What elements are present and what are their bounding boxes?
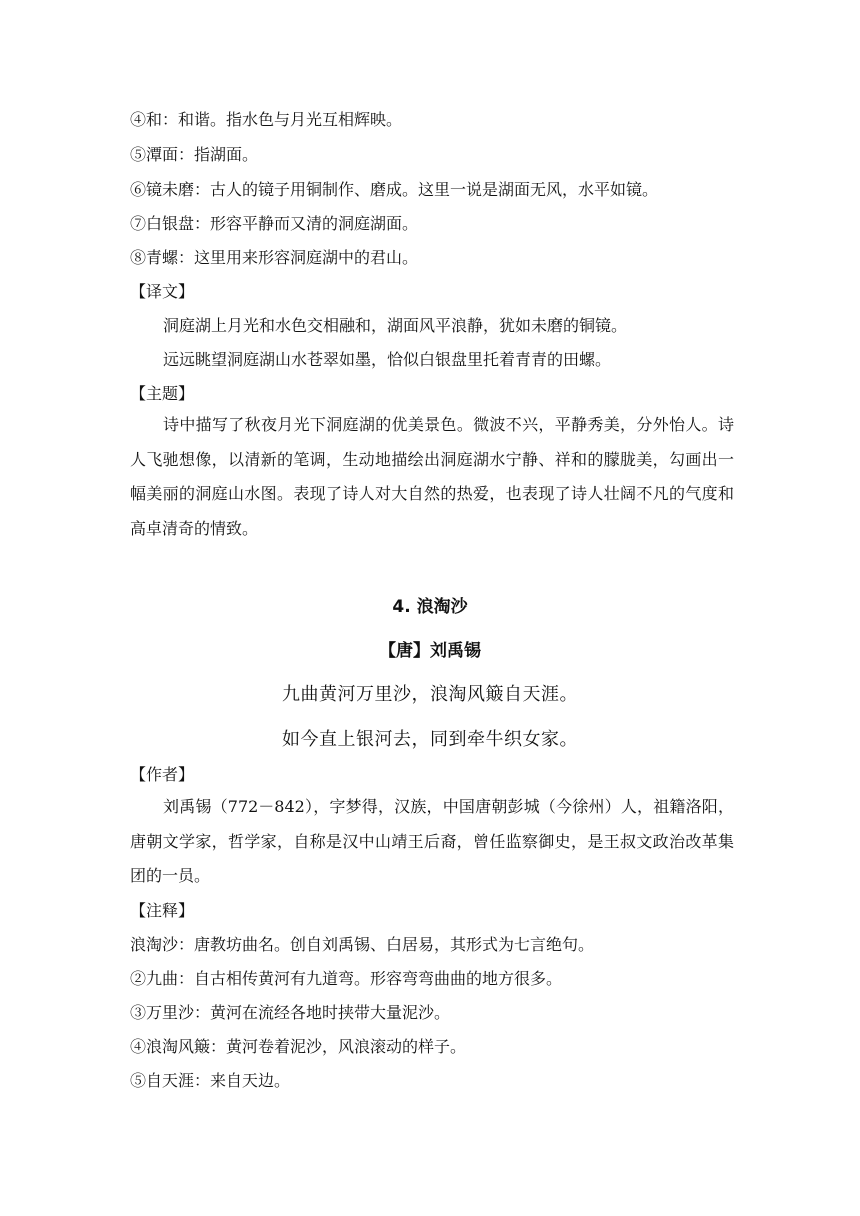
theme-paragraph: 诗中描写了秋夜月光下洞庭湖的优美景色。微波不兴，平静秀美，分外怡人。诗人飞驰想像，以清新的笔调，生动地描绘出洞庭湖水宁静、祥和的朦胧美，勾画出一幅美丽的洞庭山水图。表现了诗人对大自然的热爱，也表现了诗人壮阔不凡的气度和高卓清奇的情致。 [130, 415, 734, 538]
translation-line: 远远眺望洞庭湖山水苍翠如墨，恰似白银盘里托着青青的田螺。 [163, 350, 612, 369]
note-baiyinpan: ⑦白银盘：形容平静而又清的洞庭湖面。 [130, 214, 419, 233]
poem-author: 【唐】刘禹锡 [379, 641, 481, 661]
theme-heading: 【主题】 [130, 384, 195, 403]
note-zitianya: ⑤自天涯：来自天边。 [130, 1071, 291, 1090]
note-tanmian: ⑤潭面：指湖面。 [130, 145, 259, 164]
note-jiuqu: ②九曲：自古相传黄河有九道弯。形容弯弯曲曲的地方很多。 [130, 969, 563, 988]
note-qingluo: ⑧青螺：这里用来形容洞庭湖中的君山。 [130, 248, 419, 267]
translation-heading: 【译文】 [130, 282, 195, 301]
poem-line: 九曲黄河万里沙，浪淘风簸自天涯。 [282, 684, 578, 705]
note-he: ④和：和谐。指水色与月光互相辉映。 [130, 110, 403, 129]
note-wanlisha: ③万里沙：黄河在流经各地时挟带大量泥沙。 [130, 1003, 451, 1022]
poem-title: 4. 浪淘沙 [392, 597, 468, 617]
poem-line: 如今直上银河去，同到牵牛织女家。 [282, 729, 578, 750]
note-langtaofengbo: ④浪淘风簸：黄河卷着泥沙，风浪滚动的样子。 [130, 1037, 467, 1056]
note-langtaosha: 浪淘沙：唐教坊曲名。创自刘禹锡、白居易，其形式为七言绝句。 [130, 935, 595, 954]
note-jingweimo: ⑥镜未磨：古人的镜子用铜制作、磨成。这里一说是湖面无风，水平如镜。 [130, 180, 659, 199]
translation-line: 洞庭湖上月光和水色交相融和，湖面风平浪静，犹如未磨的铜镜。 [163, 316, 628, 335]
notes-heading: 【注释】 [130, 901, 195, 920]
author-paragraph: 刘禹锡（772－842），字梦得，汉族，中国唐朝彭城（今徐州）人，祖籍洛阳，唐朝文学家，哲学家，自称是汉中山靖王后裔，曾任监察御史，是王叔文政治改革集团的一员。 [130, 797, 734, 885]
author-heading: 【作者】 [130, 765, 195, 784]
